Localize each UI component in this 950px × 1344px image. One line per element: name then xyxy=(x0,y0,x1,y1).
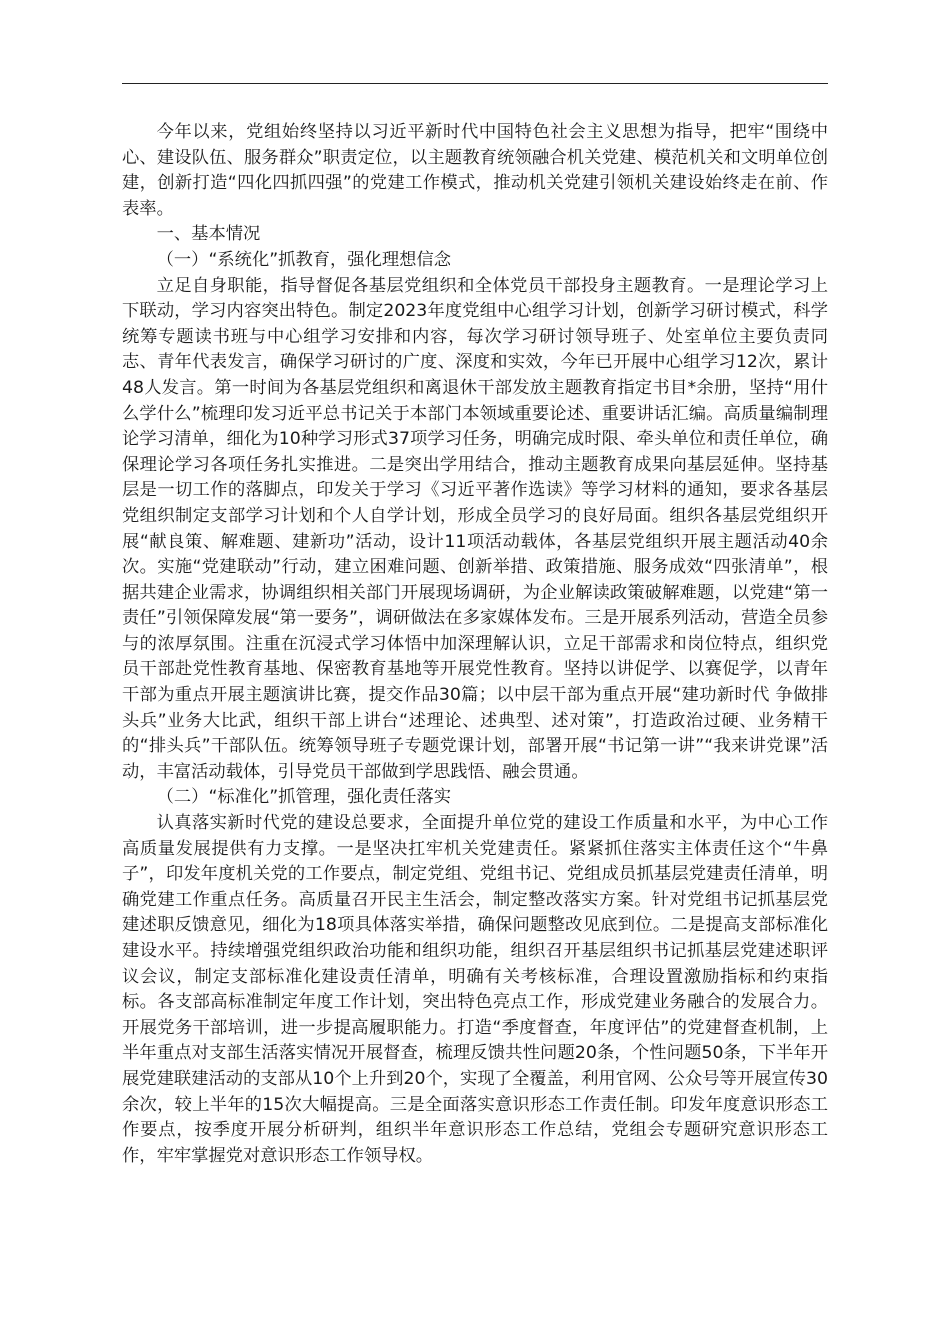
subsection-heading-education: （一）“系统化”抓教育，强化理想信念 xyxy=(156,249,452,270)
management-paragraph: 认真落实新时代党的建设总要求，全面提升单位党的建设工作质量和水平，为中心工作高质量发展提供有力支撑。一是坚决扛牢机关党建责任。紧紧抓住落实主体责任这个“牛鼻子”，印发年度机关党的工作要点，制定党组、党组书记、党组成员抓基层党建责任清单，明确党建工作重点任务。高质量召开民主生活会，制定整改落实方案。针对党组书记抓基层党建述职反馈意见，细化为18项具体落实举措，确保问题整改见底到位。二是提高支部标准化建设水平。持续增强党组织政治功能和组织功能，组织召开基层组织书记抓基层党建述职评议会议，制定支部标准化建设责任清单，明确有关考核标准，合理设置激励指标和约束指标。各支部高标准制定年度工作计划，突出特色亮点工作，形成党建业务融合的发展合力。开展党务干部培训，进一步提高履职能力。打造“季度督查，年度评估”的党建督查机制，上半年重点对支部生活落实情况开展督查，梳理反馈共性问题20条，个性问题50条，下半年开展党建联建活动的支部从10个上升到20个，实现了全覆盖，利用官网、公众号等开展宣传30余次，较上半年的15次大幅提高。三是全面落实意识形态工作责任制。印发年度意识形态工作要点，按季度开展分析研判，组织半年意识形态工作总结，党组会专题研究意识形态工作，牢牢掌握党对意识形态工作领导权。 xyxy=(122,813,828,1166)
header-rule xyxy=(122,83,828,84)
intro-paragraph: 今年以来，党组始终坚持以习近平新时代中国特色社会主义思想为指导，把牢“围绕中心、建设队伍、服务群众”职责定位，以主题教育统领融合机关党建、模范机关和文明单位创建，创新打造“四化四抓四强”的党建工作模式，推动机关党建引领机关建设始终走在前、作表率。 xyxy=(122,122,828,219)
document-body xyxy=(122,120,828,1169)
subsection-heading-management: （二）“标准化”抓管理，强化责任落实 xyxy=(156,787,452,808)
education-paragraph: 立足自身职能，指导督促各基层党组织和全体党员干部投身主题教育。一是理论学习上下联动，学习内容突出特色。制定2023年度党组中心组学习计划，创新学习研讨模式，科学统筹专题读书班与中心组学习安排和内容，每次学习研讨领导班子、处室单位主要负责同志、青年代表发言，确保学习研讨的广度、深度和实效，今年已开展中心组学习12次，累计48人发言。第一时间为各基层党组织和离退休干部发放主题教育指定书目*余册，坚持“用什么学什么”梳理印发习近平总书记关于本部门本领域重要论述、重要讲话汇编。高质量编制理论学习清单，细化为10种学习形式37项学习任务，明确完成时限、牵头单位和责任单位，确保理论学习各项任务扎实推进。二是突出学用结合，推动主题教育成果向基层延伸。坚持基层是一切工作的落脚点，印发关于学习《习近平著作选读》等学习材料的通知，要求各基层党组织制定支部学习计划和个人自学计划，形成全员学习的良好局面。组织各基层党组织开展“献良策、解难题、建新功”活动，设计11项活动载体，各基层党组织开展主题活动40余次。实施“党建联动”行动，建立困难问题、创新举措、政策措施、服务成效“四张清单”，根据共建企业需求，协调组织相关部门开展现场调研，为企业解读政策破解难题，以党建“第一责任”引领保障发展“第一要务”，调研做法在多家媒体发布。三是开展系列活动，营造全员参与的浓厚氛围。注重在沉浸式学习体悟中加深理解认识，立足干部需求和岗位特点，组织党员干部赴党性教育基地、保密教育基地等开展党性教育。坚持以讲促学、以赛促学，以青年干部为重点开展主题演讲比赛，提交作品30篇；以中层干部为重点开展“建功新时代 争做排头兵”业务大比武，组织干部上讲台“述理论、述典型、述对策”，打造政治过硬、业务精干的“排头兵”干部队伍。统筹领导班子专题党课计划，部署开展“书记第一讲”“我来讲党课”活动，丰富活动载体，引导党员干部做到学思践悟、融会贯通。 xyxy=(122,275,828,782)
section-heading-basic-situation: 一、基本情况 xyxy=(156,224,261,245)
